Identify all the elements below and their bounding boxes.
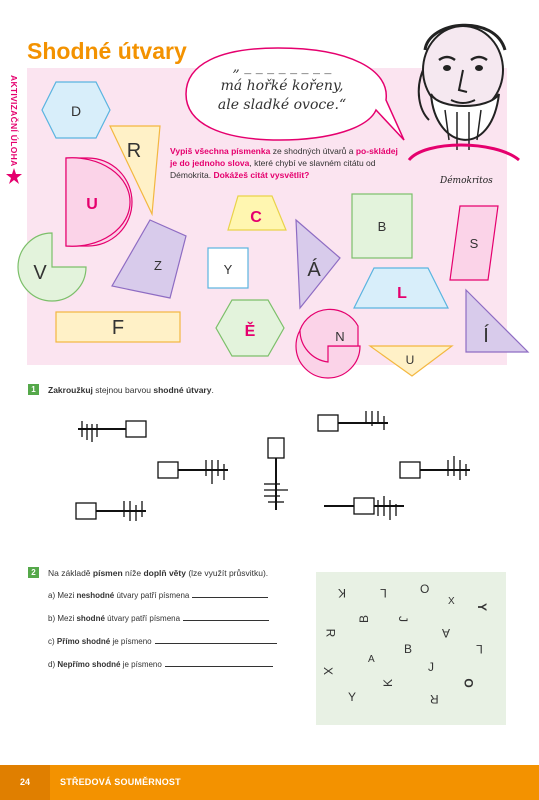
task-2-text [48, 568, 268, 578]
letter-a-rotated: A [442, 626, 451, 640]
letter-e-caron-bold: Ě [244, 323, 256, 340]
sentence-d-bold: Nepřímo shodné [57, 660, 121, 669]
sentence-a-prefix: a) Mezi [48, 591, 77, 600]
key-1 [78, 421, 146, 442]
key-6 [76, 501, 146, 521]
letter-d: D [70, 103, 82, 119]
instruction-text-4: , které chybí ve slavném citátu od Démokrita. [170, 158, 376, 180]
letter-j: J [428, 660, 434, 674]
letter-a-acute: Á [307, 259, 321, 281]
task-2-number: 2 [28, 567, 39, 578]
sentence-d-prefix: d) [48, 660, 58, 669]
quote-line-2: má hořké kořeny, [220, 78, 344, 94]
instruction-bold-3: po-skládej je do jednoho slova [170, 146, 398, 168]
letter-j-rotated: J [396, 616, 410, 622]
page-number: 24 [0, 765, 50, 800]
page-title: Shodné útvary [27, 38, 187, 64]
sentence-a-bold: neshodné [76, 591, 115, 600]
shape-quad-z [112, 220, 186, 298]
task-2-end: (lze využít průsvitku). [185, 568, 269, 578]
answer-blank-d[interactable] [165, 666, 273, 667]
letter-y: Y [223, 262, 233, 277]
sentence-c [48, 637, 277, 646]
answer-blank-b[interactable] [183, 620, 269, 621]
letter-l-bold: L [397, 285, 407, 302]
letter-y-bold: Y [475, 602, 490, 612]
task-2-bold-1: písmen [92, 568, 123, 578]
instruction-bold-5: Dokážeš citát vysvětlit? [213, 170, 310, 180]
quote-line-3: ale sladké ovoce.“ [217, 97, 347, 113]
letter-b-rotated: B [357, 614, 372, 624]
sentence-b-suffix: útvary patří písmena [104, 614, 181, 623]
task-2-pre: Na základě [48, 568, 93, 578]
letter-r-rotated: R [323, 628, 338, 638]
letter-u-bold: U [86, 196, 98, 213]
quote-line-1: „ _ _ _ _ _ _ _ _ [232, 59, 332, 75]
letter-b: B [404, 642, 413, 656]
shape-triangle-i [466, 290, 528, 352]
portrait-caption: Démokritos [440, 176, 493, 186]
letters-panel [316, 572, 506, 725]
letter-r-flipped: R [430, 692, 439, 706]
key-4 [264, 438, 288, 510]
keys-canvas [0, 400, 539, 540]
sentence-c-prefix: c) [48, 637, 57, 646]
task-2-bold-2: doplň věty [143, 568, 186, 578]
task-1-number: 1 [28, 384, 39, 395]
letter-o-bold: O [461, 678, 476, 688]
letter-k-rotated: K [338, 586, 347, 600]
letter-u: U [405, 353, 415, 367]
letter-c-bold: C [250, 209, 262, 226]
letter-y: Y [348, 690, 357, 704]
letter-k-rotated-2: K [381, 678, 396, 688]
letter-i-acute: Í [483, 325, 489, 347]
letter-b: B [377, 219, 387, 234]
side-label-text: AKTIVIZAČNÍ ÚLOHA [9, 75, 19, 167]
key-7 [324, 496, 404, 520]
letter-x-small: X [448, 596, 455, 607]
instruction-bold-1: Vypiš všechna písmenka [170, 146, 271, 156]
task-2-mid: níže [122, 568, 144, 578]
letter-r: R [126, 140, 142, 162]
sentence-d-suffix: je písmeno [120, 660, 162, 669]
task-1-mid: stejnou barvou [92, 385, 154, 395]
sentence-a-suffix: útvary patří písmena [114, 591, 190, 600]
letter-l-flipped: L [476, 642, 483, 656]
key-5 [400, 456, 470, 480]
letter-n: N [335, 329, 345, 344]
sentence-b-prefix: b) Mezi [48, 614, 77, 623]
key-3 [158, 460, 228, 484]
chapter-title: STŘEDOVÁ SOUMĚRNOST [60, 777, 181, 787]
letter-f: F [111, 317, 125, 339]
sentence-d [48, 660, 273, 669]
sentence-a [48, 591, 268, 600]
sentence-c-bold: Přímo shodné [56, 637, 111, 646]
letter-s: S [469, 236, 479, 251]
sentence-c-suffix: je písmeno [110, 637, 152, 646]
instruction-text-2: ze shodných útvarů a [270, 146, 356, 156]
task-1-text [48, 385, 214, 395]
letter-l-rotated: L [380, 586, 387, 600]
letter-z: Z [154, 258, 162, 273]
letter-o: O [420, 582, 430, 596]
answer-blank-c[interactable] [155, 643, 277, 644]
letter-x-rotated: X [321, 666, 336, 676]
key-2 [318, 411, 388, 431]
task-1-bold-2: shodné útvary [153, 385, 212, 395]
task-1-bold-1: Zakroužkuj [48, 385, 93, 395]
sentence-b [48, 614, 269, 623]
task-1-end: . [211, 385, 214, 395]
sentence-b-bold: shodné [76, 614, 105, 623]
letter-v: V [33, 262, 47, 284]
letter-a-small: A [368, 654, 375, 665]
answer-blank-a[interactable] [192, 597, 268, 598]
